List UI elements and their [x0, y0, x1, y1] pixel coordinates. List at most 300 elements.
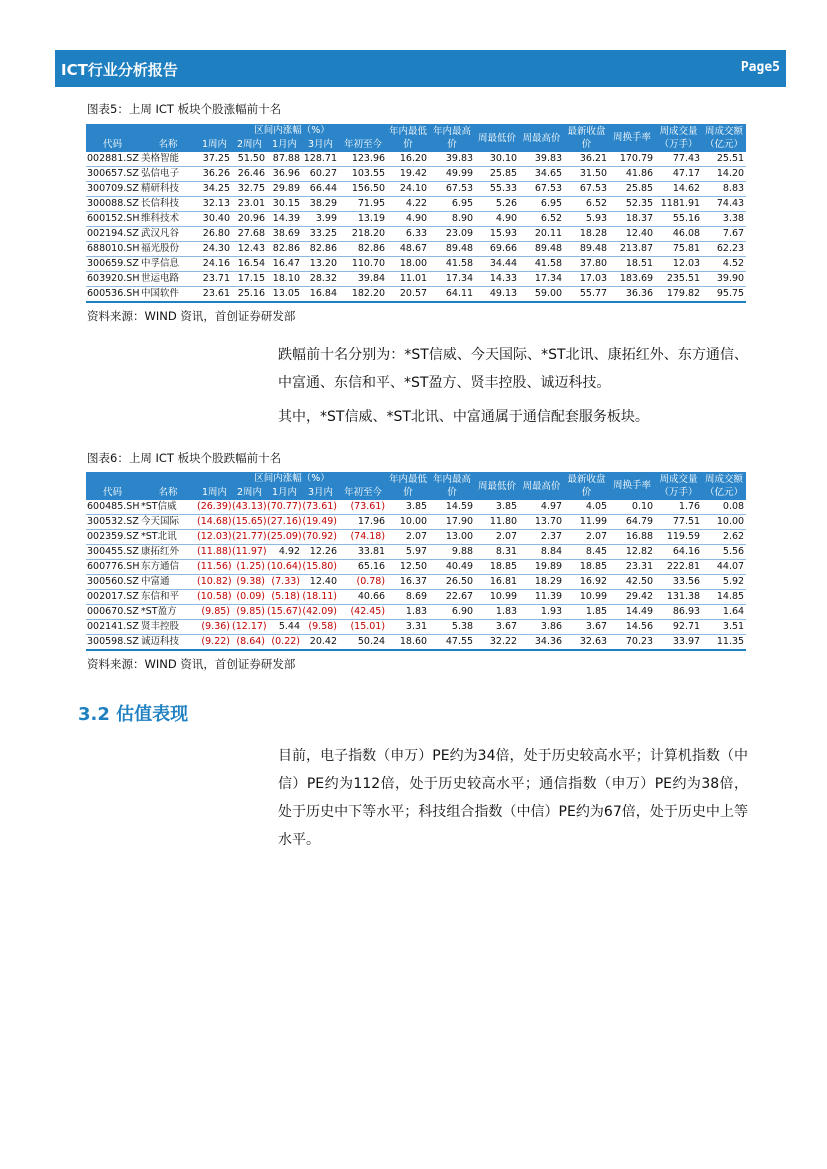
- table-cell: 18.85: [579, 561, 608, 572]
- col-header: 3月内: [302, 486, 339, 500]
- table-cell: (1.25): [236, 561, 265, 572]
- table-cell: 36.21: [579, 153, 608, 164]
- col-header: 年初至今: [339, 138, 387, 152]
- table-cell: 31.50: [579, 168, 608, 179]
- table-cell: 33.56: [672, 576, 701, 587]
- table-cell: 23.31: [625, 561, 654, 572]
- table-cell: 89.48: [579, 243, 608, 254]
- col-header: 最新收盘价: [564, 472, 609, 500]
- table-cell: 25.85: [489, 168, 518, 179]
- stock-name: 世运电路: [141, 273, 180, 284]
- table-cell: (9.36): [201, 621, 230, 632]
- table-cell: 30.15: [272, 198, 300, 209]
- table-cell: 6.95: [451, 198, 474, 209]
- table-row: [86, 242, 746, 257]
- stock-code: 300560.SZ: [87, 576, 139, 587]
- table-row: [86, 515, 746, 530]
- table-cell: 3.85: [495, 501, 518, 512]
- col-header: 名称: [139, 486, 197, 500]
- table-cell: 3.31: [405, 621, 428, 632]
- table-cell: 71.95: [357, 198, 386, 209]
- table-cell: 12.43: [237, 243, 265, 254]
- table-cell: (10.82): [197, 576, 232, 587]
- table-cell: (14.68): [197, 516, 232, 527]
- table-cell: 39.90: [716, 273, 745, 284]
- table-cell: 25.51: [716, 153, 745, 164]
- stock-code: 300088.SZ: [87, 198, 139, 209]
- stock-code: 002194.SZ: [87, 228, 139, 239]
- stock-code: 300532.SZ: [87, 516, 139, 527]
- stock-name: 中孚信息: [141, 258, 180, 269]
- table-row: [86, 287, 746, 303]
- table-cell: 8.83: [722, 183, 745, 194]
- table-cell: 5.92: [722, 576, 745, 587]
- stock-name: 康拓红外: [141, 546, 180, 557]
- table-cell: 179.82: [666, 288, 701, 299]
- table-cell: (9.85): [236, 606, 265, 617]
- table-row: [86, 530, 746, 545]
- table-cell: 49.13: [489, 288, 518, 299]
- table-cell: (10.58): [197, 591, 232, 602]
- table-cell: 26.46: [237, 168, 265, 179]
- table-cell: 24.10: [399, 183, 428, 194]
- col-header: 1月内: [267, 138, 302, 152]
- table-cell: 7.67: [722, 228, 745, 239]
- table-cell: 1.83: [405, 606, 428, 617]
- table-cell: 11.39: [534, 591, 563, 602]
- table-cell: 14.20: [716, 168, 745, 179]
- stock-name: 长信科技: [141, 198, 180, 209]
- table-cell: 55.77: [579, 288, 608, 299]
- table-cell: 13.00: [445, 531, 474, 542]
- table-cell: 14.49: [625, 606, 654, 617]
- table-cell: 92.71: [672, 621, 701, 632]
- stock-code: 603920.SH: [87, 273, 139, 284]
- table-cell: 14.62: [672, 183, 701, 194]
- col-header: 1周内: [197, 486, 232, 500]
- table-cell: (43.13): [232, 501, 267, 512]
- table-cell: 41.58: [534, 258, 563, 269]
- table-cell: 1.64: [722, 606, 745, 617]
- table-cell: 42.50: [625, 576, 654, 587]
- table-cell: 4.97: [540, 501, 563, 512]
- table-cell: 119.59: [666, 531, 701, 542]
- page-header: [55, 50, 786, 87]
- table-cell: 19.89: [534, 561, 563, 572]
- table-cell: 17.03: [579, 273, 608, 284]
- table-cell: 64.11: [445, 288, 474, 299]
- table-cell: (0.22): [271, 636, 300, 647]
- table-cell: 82.86: [272, 243, 300, 254]
- table-cell: 5.26: [495, 198, 518, 209]
- table-cell: 18.85: [489, 561, 518, 572]
- table-cell: 28.32: [309, 273, 337, 284]
- table-row: [86, 152, 746, 167]
- table-cell: 2.62: [722, 531, 745, 542]
- table-cell: 47.55: [445, 636, 474, 647]
- table-cell: 67.53: [445, 183, 474, 194]
- table-cell: 30.40: [202, 213, 230, 224]
- stock-name: 福光股份: [141, 243, 180, 254]
- table-cell: (11.56): [197, 561, 232, 572]
- col-header: 1周内: [197, 138, 232, 152]
- table-cell: 47.17: [672, 168, 701, 179]
- table-cell: 59.00: [534, 288, 563, 299]
- table-cell: 222.81: [666, 561, 701, 572]
- table-cell: 20.11: [534, 228, 563, 239]
- table-cell: 16.81: [489, 576, 518, 587]
- table-cell: (9.85): [201, 606, 230, 617]
- table-cell: 3.38: [722, 213, 745, 224]
- table-cell: 18.51: [625, 258, 654, 269]
- table-cell: 5.93: [585, 213, 608, 224]
- table-cell: 170.79: [619, 153, 654, 164]
- table-cell: 14.33: [489, 273, 518, 284]
- stock-name: *ST信威: [141, 501, 177, 512]
- table-cell: 34.25: [202, 183, 230, 194]
- table-row: [86, 257, 746, 272]
- table-cell: 10.99: [489, 591, 518, 602]
- stock-name: 东方通信: [141, 561, 180, 572]
- table-cell: 40.49: [445, 561, 474, 572]
- table-cell: 2.07: [405, 531, 428, 542]
- col-header: 1月内: [267, 486, 302, 500]
- stock-code: 002881.SZ: [87, 153, 139, 164]
- table-cell: 16.37: [399, 576, 428, 587]
- table-cell: 11.80: [489, 516, 518, 527]
- col-header: 周成交额（亿元）: [702, 124, 746, 152]
- table-cell: 17.15: [237, 273, 265, 284]
- table-cell: (26.39): [197, 501, 232, 512]
- table-cell: 25.85: [625, 183, 654, 194]
- table-cell: (42.09): [302, 606, 337, 617]
- col-header: 周最高价: [519, 124, 564, 152]
- table-cell: 123.96: [351, 153, 386, 164]
- table-cell: 37.80: [579, 258, 608, 269]
- table-cell: 22.67: [445, 591, 474, 602]
- table-cell: 77.51: [672, 516, 701, 527]
- table-cell: 86.93: [672, 606, 701, 617]
- table-cell: 15.93: [489, 228, 518, 239]
- table-cell: 6.90: [451, 606, 474, 617]
- table-cell: (12.03): [197, 531, 232, 542]
- gainers-table: [86, 124, 746, 303]
- table-cell: (5.18): [271, 591, 300, 602]
- table-cell: 60.27: [309, 168, 337, 179]
- table-cell: 14.85: [716, 591, 745, 602]
- table-cell: 13.19: [357, 213, 386, 224]
- table-cell: (15.67): [267, 606, 302, 617]
- table-cell: 5.97: [405, 546, 428, 557]
- stock-name: 精研科技: [141, 183, 180, 194]
- table-cell: 19.42: [399, 168, 428, 179]
- table-cell: (21.77): [232, 531, 267, 542]
- decliners-note: 其中，*ST信威、*ST北讯、中富通属于通信配套服务板块。: [278, 409, 649, 425]
- table-cell: (9.38): [236, 576, 265, 587]
- table-cell: (25.09): [267, 531, 302, 542]
- table-cell: 34.65: [534, 168, 563, 179]
- table-cell: (7.33): [271, 576, 300, 587]
- table-row: [86, 197, 746, 212]
- section-heading: 3.2 估值表现: [78, 704, 189, 725]
- table-cell: 82.86: [309, 243, 337, 254]
- table-cell: (11.88): [197, 546, 232, 557]
- table-cell: 14.59: [445, 501, 474, 512]
- stock-name: 东信和平: [141, 591, 180, 602]
- table-cell: 2.37: [540, 531, 563, 542]
- table-cell: 18.00: [399, 258, 428, 269]
- stock-name: 中国软件: [141, 288, 180, 299]
- table-cell: 10.99: [579, 591, 608, 602]
- table-cell: 5.56: [722, 546, 745, 557]
- table-cell: 29.89: [272, 183, 300, 194]
- gainers-table-body: [86, 152, 746, 302]
- table-cell: 6.52: [585, 198, 608, 209]
- table-cell: 4.90: [495, 213, 518, 224]
- col-header: 周换手率: [609, 472, 655, 500]
- stock-code: 600152.SH: [87, 213, 139, 224]
- col-header: 年内最高价: [429, 124, 475, 152]
- table-cell: 32.75: [237, 183, 265, 194]
- table-cell: 12.82: [625, 546, 654, 557]
- table-cell: 6.95: [540, 198, 563, 209]
- table-cell: 182.20: [351, 288, 386, 299]
- table-cell: 18.60: [399, 636, 428, 647]
- figure6-caption: 图表6：上周 ICT 板块个股跌幅前十名: [87, 451, 282, 465]
- table-cell: 95.75: [716, 288, 745, 299]
- table-cell: 20.57: [399, 288, 428, 299]
- stock-name: 美格智能: [141, 153, 180, 164]
- table-cell: 64.79: [625, 516, 654, 527]
- table-cell: 16.84: [309, 288, 337, 299]
- valuation-paragraph: 目前，电子指数（申万）PE约为34倍，处于历史较高水平；计算机指数（中信）PE约为112倍，处于历史较高水平；通信指数（申万）PE约为38倍，处于历史中下等水平；科技组合指数（中信）PE约为67倍，处于历史中上等水平。: [278, 748, 748, 848]
- table-cell: 12.26: [309, 546, 337, 557]
- table-cell: 18.28: [579, 228, 608, 239]
- table-cell: 50.24: [357, 636, 386, 647]
- table-cell: 12.50: [399, 561, 428, 572]
- stock-name: 弘信电子: [141, 168, 180, 179]
- col-header: 年内最低价: [389, 126, 428, 150]
- table-cell: (9.22): [201, 636, 230, 647]
- table-cell: 82.86: [357, 243, 386, 254]
- table-cell: 1.83: [495, 606, 518, 617]
- table-cell: 2.07: [495, 531, 518, 542]
- stock-name: 今天国际: [141, 516, 180, 527]
- table-cell: 110.70: [351, 258, 386, 269]
- table-cell: 0.08: [722, 501, 745, 512]
- table-cell: 13.70: [534, 516, 563, 527]
- col-header: 周成交额（亿元）: [702, 472, 746, 500]
- table-cell: 40.66: [357, 591, 386, 602]
- table-cell: 23.71: [202, 273, 230, 284]
- table-cell: (42.45): [350, 606, 386, 617]
- stock-code: 300659.SZ: [87, 258, 139, 269]
- col-header: 最新收盘价: [564, 124, 609, 152]
- table-cell: 16.47: [272, 258, 300, 269]
- table-cell: 55.16: [672, 213, 701, 224]
- table-cell: 67.53: [579, 183, 608, 194]
- table-cell: 6.52: [540, 213, 563, 224]
- col-header: 周成交量（万手）: [655, 124, 702, 152]
- table-cell: 2.07: [585, 531, 608, 542]
- table-cell: 27.68: [237, 228, 265, 239]
- table-cell: (12.17): [232, 621, 267, 632]
- table-cell: 4.05: [585, 501, 608, 512]
- table-cell: 16.88: [625, 531, 654, 542]
- table-cell: 23.61: [202, 288, 230, 299]
- table-cell: 235.51: [666, 273, 701, 284]
- table-cell: 41.58: [445, 258, 474, 269]
- table-row: [86, 590, 746, 605]
- table-cell: 8.45: [585, 546, 608, 557]
- header-blank: [139, 472, 197, 486]
- table-cell: 89.48: [534, 243, 563, 254]
- table-cell: 20.42: [309, 636, 337, 647]
- table-cell: 38.69: [272, 228, 300, 239]
- decliners-table: [86, 472, 746, 651]
- table-cell: 46.08: [672, 228, 701, 239]
- report-title: ICT行业分析报告: [61, 61, 178, 79]
- table-cell: (18.11): [302, 591, 337, 602]
- col-header: 周最高价: [519, 472, 564, 500]
- table-cell: 3.86: [540, 621, 563, 632]
- table-cell: 1.85: [585, 606, 608, 617]
- col-header: 2周内: [232, 138, 267, 152]
- stock-code: 688010.SH: [87, 243, 139, 254]
- table-cell: 3.99: [315, 213, 337, 224]
- table-cell: 17.34: [445, 273, 474, 284]
- figure5-caption: 图表5：上周 ICT 板块个股涨幅前十名: [87, 102, 282, 116]
- stock-code: 300709.SZ: [87, 183, 139, 194]
- col-header: 代码: [86, 486, 139, 500]
- table-row: [86, 560, 746, 575]
- table-cell: 20.96: [237, 213, 265, 224]
- table-cell: 36.96: [272, 168, 300, 179]
- table-row: [86, 575, 746, 590]
- table-cell: 36.36: [625, 288, 654, 299]
- table-cell: 66.44: [309, 183, 337, 194]
- table-cell: 8.31: [495, 546, 518, 557]
- stock-name: 中富通: [141, 576, 170, 587]
- table-cell: 8.84: [540, 546, 563, 557]
- table-cell: 103.55: [351, 168, 386, 179]
- table-cell: 23.01: [237, 198, 265, 209]
- table-row: [86, 272, 746, 287]
- table-cell: 33.97: [672, 636, 701, 647]
- table-cell: 14.39: [272, 213, 300, 224]
- table-cell: 87.88: [272, 153, 300, 164]
- table-row: [86, 212, 746, 227]
- table-cell: (74.18): [350, 531, 386, 542]
- stock-code: 300455.SZ: [87, 546, 139, 557]
- table-cell: (73.61): [302, 501, 337, 512]
- table-cell: (0.09): [236, 591, 265, 602]
- table-cell: 213.87: [619, 243, 654, 254]
- table-cell: 69.66: [489, 243, 518, 254]
- table-cell: 13.05: [272, 288, 300, 299]
- table-row: [86, 500, 746, 515]
- figure6-source: 资料来源：WIND 资讯，首创证券研发部: [87, 657, 296, 671]
- table-cell: 3.85: [405, 501, 428, 512]
- table-cell: 17.96: [357, 516, 386, 527]
- table-cell: 39.83: [534, 153, 563, 164]
- table-cell: 24.30: [202, 243, 230, 254]
- table-cell: (15.65): [232, 516, 267, 527]
- table-cell: 156.50: [351, 183, 386, 194]
- col-header: 周最低价: [475, 124, 519, 152]
- table-cell: 41.86: [625, 168, 654, 179]
- table-cell: 74.43: [716, 198, 745, 209]
- page-number: Page5: [740, 60, 780, 75]
- table-cell: 10.00: [399, 516, 428, 527]
- table-cell: 1.76: [678, 501, 701, 512]
- table-cell: 131.38: [666, 591, 701, 602]
- figure5-source: 资料来源：WIND 资讯，首创证券研发部: [87, 309, 296, 323]
- table-cell: (19.49): [302, 516, 337, 527]
- stock-name: 维科技术: [141, 213, 180, 224]
- table-cell: 29.42: [625, 591, 654, 602]
- table-cell: 5.38: [451, 621, 474, 632]
- table-cell: 55.33: [489, 183, 518, 194]
- table-cell: (15.01): [350, 621, 386, 632]
- col-header: 年内最高价: [429, 472, 475, 500]
- stock-code: 600536.SH: [87, 288, 139, 299]
- table-cell: 17.90: [445, 516, 474, 527]
- table-cell: 16.92: [579, 576, 608, 587]
- stock-name: *ST盈方: [141, 606, 177, 617]
- table-cell: 52.35: [625, 198, 654, 209]
- col-header: 3月内: [302, 138, 339, 152]
- table-cell: 70.23: [625, 636, 654, 647]
- table-cell: 18.29: [534, 576, 563, 587]
- table-cell: 67.53: [534, 183, 563, 194]
- stock-code: 002141.SZ: [87, 621, 139, 632]
- header-blank: [86, 124, 139, 138]
- table-cell: 32.13: [202, 198, 230, 209]
- table-cell: 33.81: [357, 546, 386, 557]
- table-cell: 48.67: [399, 243, 428, 254]
- table-cell: 11.35: [716, 636, 745, 647]
- col-header: 年内最低价: [389, 474, 428, 498]
- table-cell: 38.29: [309, 198, 337, 209]
- stock-code: 002017.SZ: [87, 591, 139, 602]
- table-cell: 39.84: [357, 273, 386, 284]
- table-row: [86, 545, 746, 560]
- table-cell: 8.69: [405, 591, 428, 602]
- table-cell: 34.44: [489, 258, 518, 269]
- table-cell: 32.22: [489, 636, 518, 647]
- table-cell: 44.07: [716, 561, 745, 572]
- table-cell: (27.16): [267, 516, 302, 527]
- stock-code: 600485.SH: [87, 501, 139, 512]
- table-cell: 17.34: [534, 273, 563, 284]
- range-change-header: 区间内涨幅（%）: [197, 124, 387, 138]
- stock-code: 300598.SZ: [87, 636, 139, 647]
- col-header: 名称: [139, 138, 197, 152]
- table-cell: 3.67: [585, 621, 608, 632]
- table-cell: 26.80: [202, 228, 230, 239]
- table-cell: (15.80): [302, 561, 337, 572]
- table-cell: 25.16: [237, 288, 265, 299]
- table-row: [86, 182, 746, 197]
- table-cell: 183.69: [619, 273, 654, 284]
- range-change-header: 区间内涨幅（%）: [197, 472, 387, 486]
- stock-code: 600776.SH: [87, 561, 139, 572]
- table-cell: 34.36: [534, 636, 563, 647]
- table-cell: 6.33: [405, 228, 428, 239]
- table-cell: (70.77): [267, 501, 302, 512]
- stock-code: 000670.SZ: [87, 606, 139, 617]
